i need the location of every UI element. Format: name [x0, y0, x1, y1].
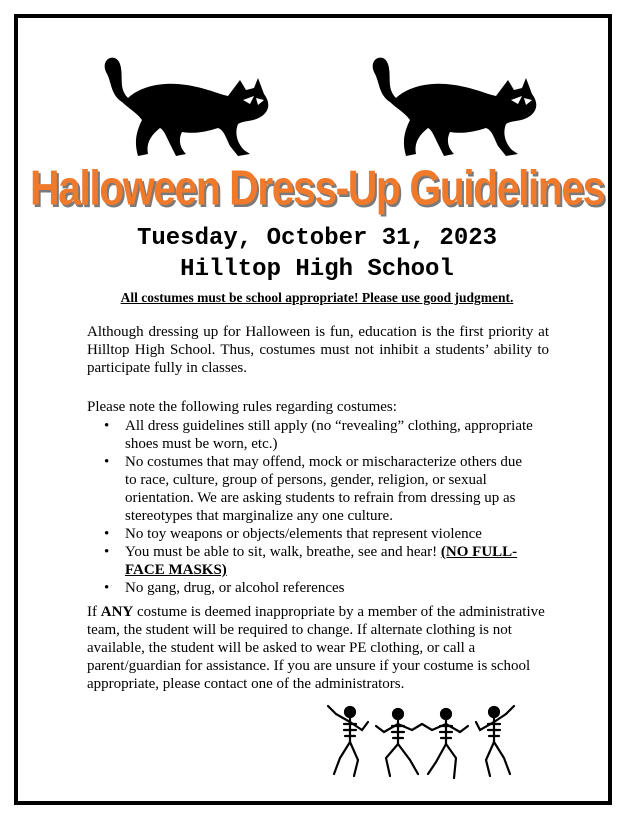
page-title: Halloween Dress-Up Guidelines [30, 160, 604, 216]
closing-paragraph [87, 603, 557, 693]
black-cat-icon [98, 50, 273, 160]
rules-intro: Please note the following rules regarding costumes: [87, 399, 397, 415]
list-item [104, 525, 534, 543]
list-item [104, 579, 534, 597]
rule-text: No costumes that may offend, mock or mischaracterize others due to race, culture, group of persons, gender, religion, or sexual orientation. We are asking students to refrain from dressing up as stereotypes that marginalize any one culture. [125, 454, 523, 524]
black-cat-icon [366, 50, 541, 160]
bullet: • [104, 454, 110, 470]
school-name: Hilltop High School [180, 256, 454, 283]
bullet: • [104, 526, 110, 542]
intro-paragraph: Although dressing up for Halloween is fun, education is the first priority at Hilltop High School. Thus, costumes must not inhibit a students’ ability to participate fully in classes. [87, 324, 549, 376]
bullet: • [104, 544, 110, 560]
bullet: • [104, 580, 110, 596]
rule-text: No toy weapons or objects/elements that represent violence [125, 526, 482, 542]
rule-text: You must be able to sit, walk, breathe, see and hear! [125, 544, 441, 560]
rule-text: All dress guidelines still apply (no “revealing” clothing, appropriate shoes must be worn, etc.) [125, 418, 533, 452]
bullet: • [104, 418, 110, 434]
event-date: Tuesday, October 31, 2023 [136, 225, 498, 252]
list-item [104, 453, 534, 525]
dancing-skeletons-icon [322, 704, 522, 789]
closing-emphasis: ANY [100, 604, 134, 620]
closing-prefix: If [87, 604, 101, 620]
rule-text: No gang, drug, or alcohol references [125, 580, 345, 596]
list-item [104, 543, 534, 579]
rules-list [104, 417, 534, 597]
list-item [104, 417, 534, 453]
no-mask-emphasis: (NO FULL-FACE MASKS) [125, 544, 518, 578]
tagline: All costumes must be school appropriate! Please use good judgment. [120, 290, 514, 305]
closing-text: costume is deemed inappropriate by a member of the administrative team, the student will be required to change. If alternate clothing is not available, the student will be asked to wear PE clothing, or call a parent/guardian for assistance. If you are unsure if your costume is school appropriate, please contact one of the administrators. [87, 604, 545, 692]
